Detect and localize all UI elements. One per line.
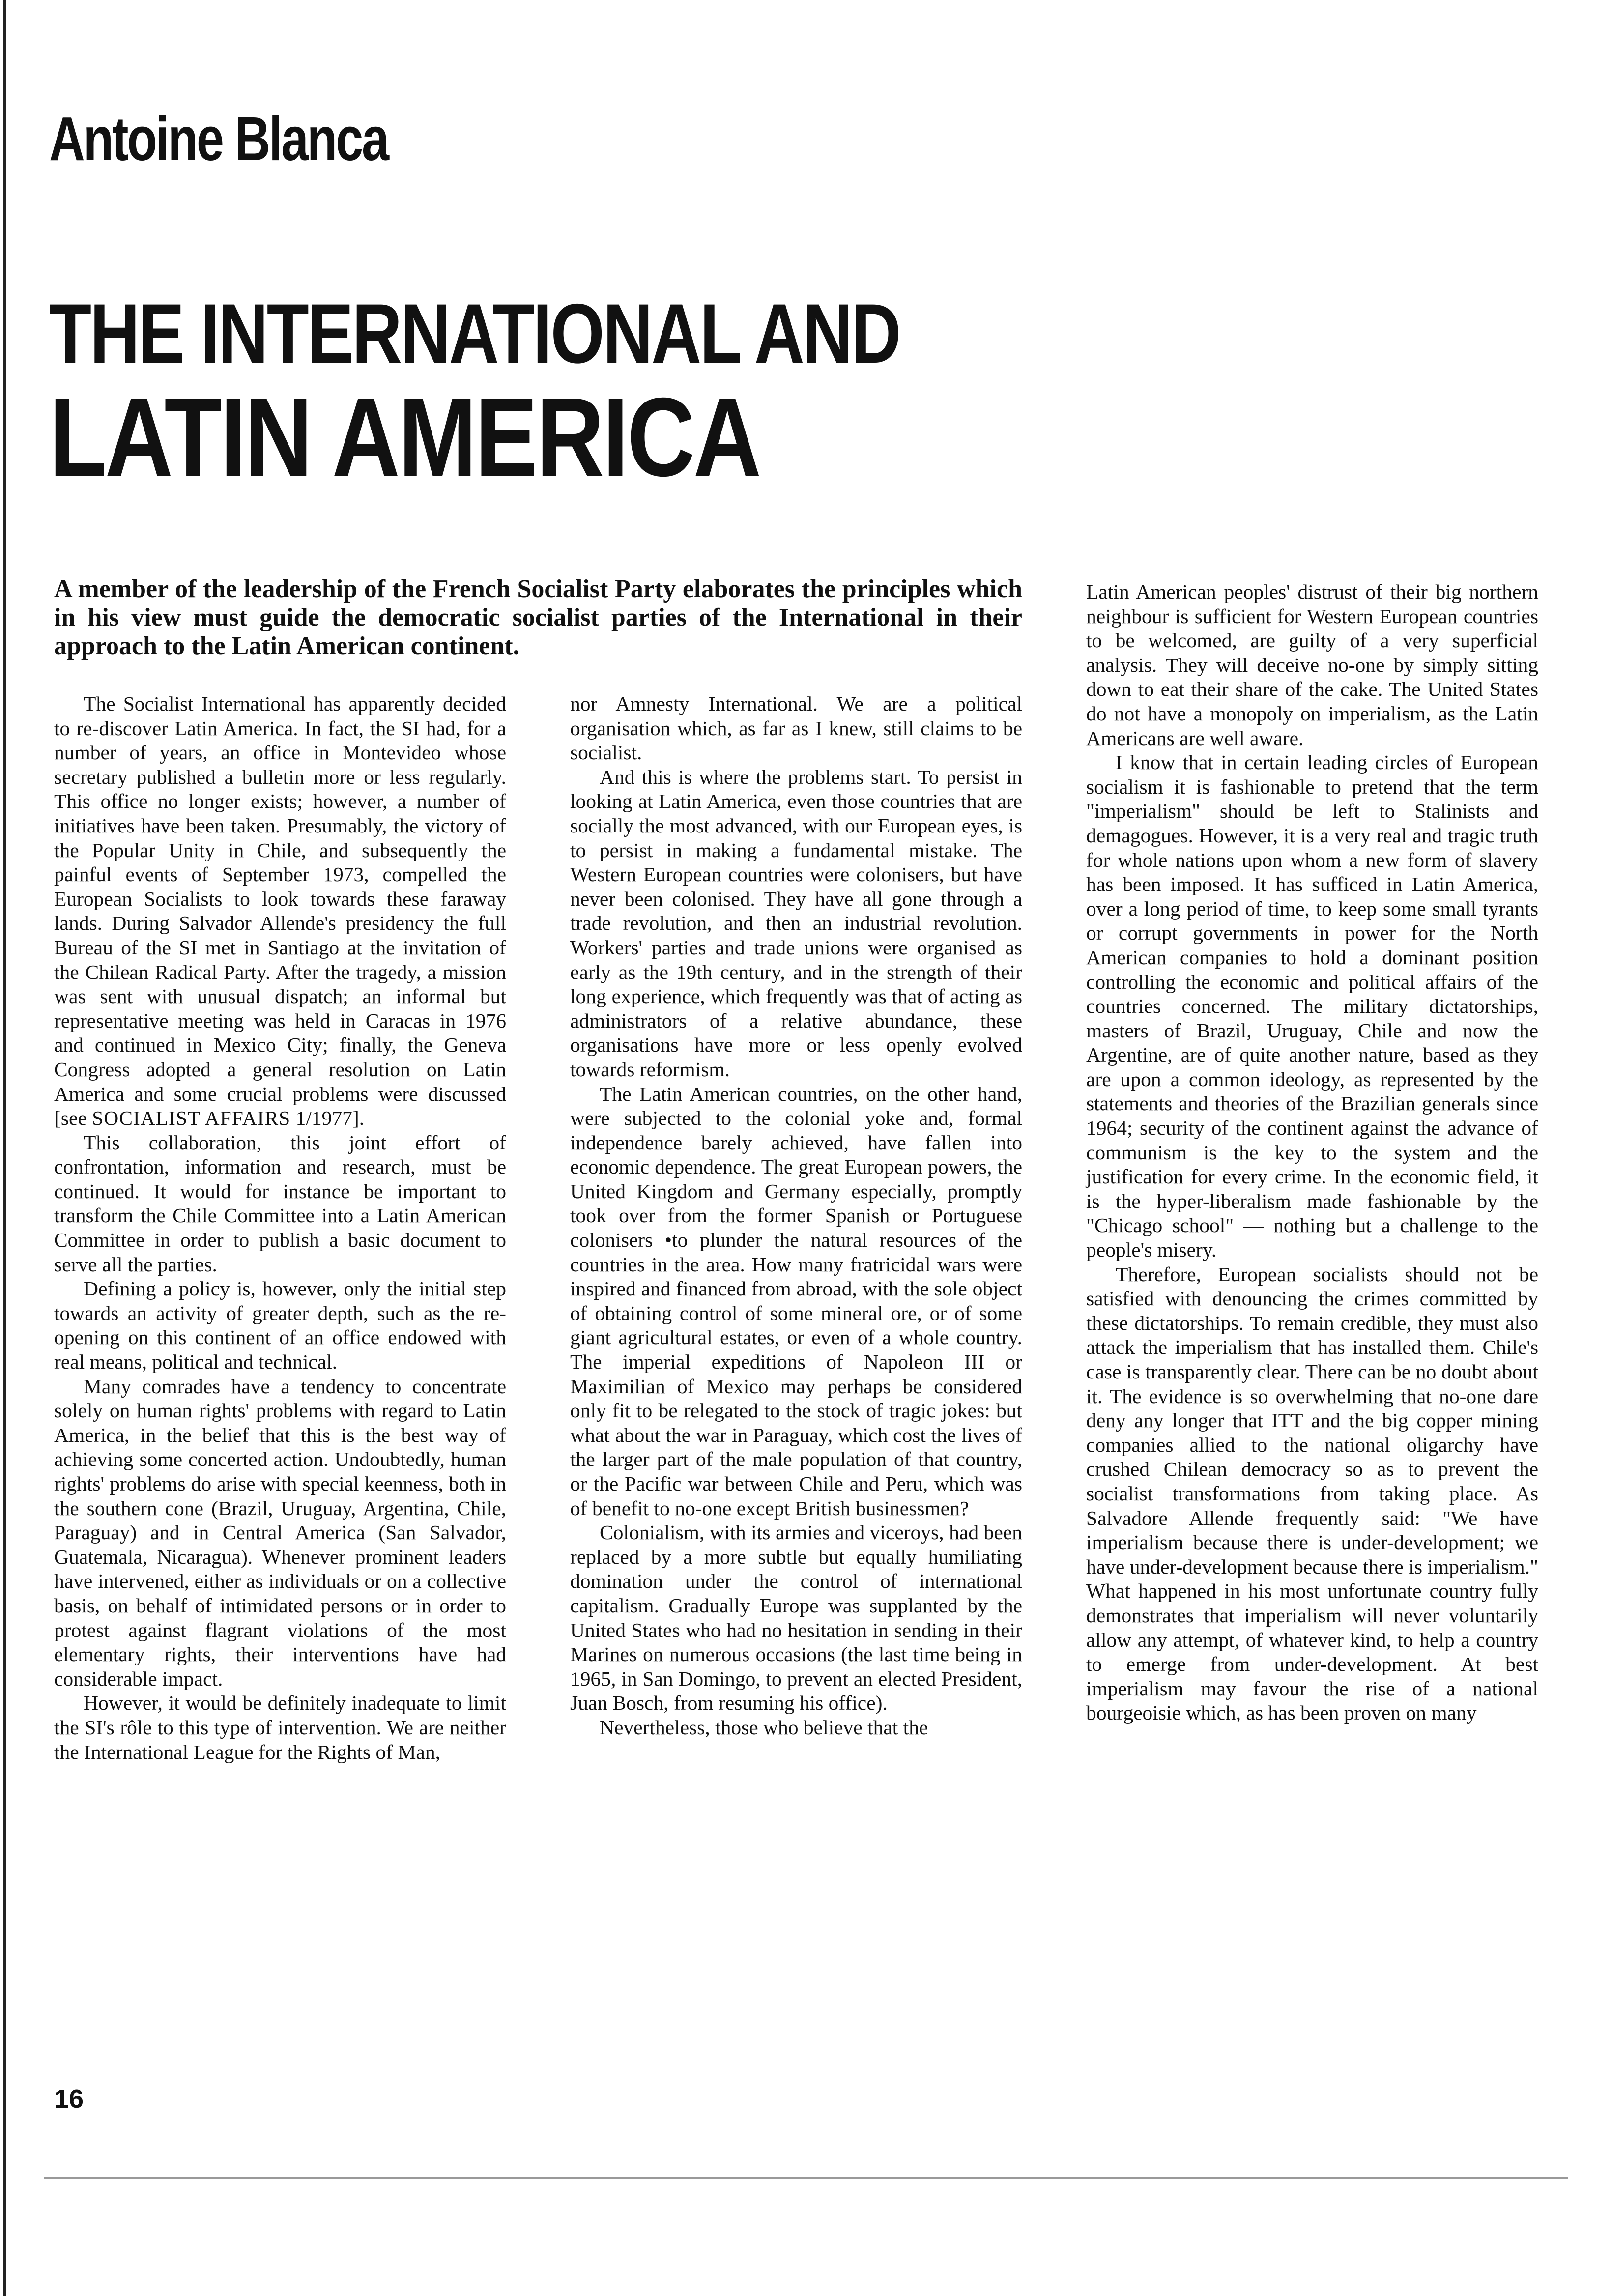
journal-reference: SOCIALIST AFFAIRS [92, 1107, 291, 1130]
paragraph-text: 1/1977]. [295, 1107, 365, 1130]
paragraph: Latin American peoples' distrust of their big northern neighbour is sufficient for Western European countries to be welcomed, are guilty of a very superficial analysis. They will deceive no-one by simply sitting down to eat their share of the cake. The United States do not have a monopoly on imperialism, as the Latin Americans are well aware. [1086, 580, 1538, 749]
page-number: 16 [54, 2084, 84, 2114]
column-3 [1086, 580, 1538, 1725]
page-edge [3, 0, 6, 2296]
paragraph: Nevertheless, those who believe that the [600, 1716, 928, 1739]
paragraph: Therefore, European socialists should not be satisfied with denouncing the crimes committed by these dictatorships. To remain credible, they must also attack the imperialism that has installed them. Chile's case is transparently clear. There can be no doubt about it. The evidence is so overwhelming that no-one dare deny any longer that ITT and the big copper mining companies allied to the national oligarchy have crushed Chilean democracy so as to prevent the socialist transformations from taking place. As Salvadore Allende frequently said: "We have imperialism because there is under-development; we have under-development because there is imperialism." What happened in his most unfortunate country fully demonstrates that imperialism will never voluntarily allow any attempt, of whatever kind, to help a country to emerge from under-development. At best imperialism may favour the rise of a national bourgeoisie which, as has been proven on many [1086, 1263, 1538, 1724]
column-1 [54, 692, 506, 1764]
paragraph [54, 692, 506, 1131]
article-title-line-1: THE INTERNATIONAL AND [49, 287, 900, 381]
article-title-line-2: LATIN AMERICA [49, 375, 760, 500]
paragraph-text: The Socialist International has apparently decided to re-discover Latin America. In fact, the SI had, for a number of years, an office in Montevideo whose secretary published a bulletin more or less regularly. This office no longer exists; however, a number of initiatives have been taken. Presumably, the victory of the Popular Unity in Chile, and subsequently the painful events of September 1973, compelled the European Socialists to look towards these faraway lands. During Salvador Allende's presidency the full Bureau of the SI met in Santiago at the invitation of the Chilean Radical Party. After the tragedy, a mission was sent with unusual dispatch; an informal but representative meeting was held in Caracas in 1976 and continued in Mexico City; finally, the Geneva Congress adopted a general resolution on Latin America and some crucial problems were discussed [see [54, 692, 506, 1130]
paragraph: The Latin American countries, on the other hand, were subjected to the colonial yoke and, formal independence barely achieved, have fallen into economic dependence. The great European powers, the United Kingdom and Germany especially, promptly took over from the former Spanish or Portuguese colonisers •to plunder the natural resources of the countries in the area. How many fratricidal wars were inspired and financed from abroad, with the sole object of obtaining control of some mineral ore, or of some giant agricultural estates, or even of a whole country. The imperial expeditions of Napoleon III or Maximilian of Mexico may perhaps be considered only fit to be relegated to the stock of tragic jokes: but what about the war in Paraguay, which cost the lives of the larger part of the male population of that country, or the Pacific war between Chile and Peru, which was of benefit to no-one except British businessmen? [570, 1082, 1022, 1520]
paragraph: This collaboration, this joint effort of confrontation, information and research, must be continued. It would for instance be important to transform the Chile Committee into a Latin American Committee in order to publish a basic document to serve all the parties. [54, 1131, 506, 1276]
paragraph: However, it would be definitely inadequate to limit the SI's rôle to this type of intervention. We are neither the International League for the Rights of Man, [54, 1692, 506, 1763]
paragraph: Many comrades have a tendency to concentrate solely on human rights' problems with regard to Latin America, in the belief that this is the best way of achieving some concerted action. Undoubtedly, human rights' problems do arise with special keenness, both in the southern cone (Brazil, Uruguay, Argentina, Chile, Paraguay) and in Central America (San Salvador, Guatemala, Nicaragua). Whenever prominent leaders have intervened, either as individuals or on a collective basis, on behalf of intimidated persons or in order to protest against flagrant violations of the most elementary rights, their interventions have had considerable impact. [54, 1375, 506, 1690]
author-name: Antoine Blanca [49, 104, 388, 173]
footer-rule [44, 2177, 1568, 2179]
paragraph: And this is where the problems start. To persist in looking at Latin America, even those countries that are socially the most advanced, with our European eyes, is to persist in making a fundamental mistake. The Western European countries were colonisers, but have never been colonised. They have all gone through a trade revolution, and then an industrial revolution. Workers' parties and trade unions were organised as early as the 19th century, and in the strength of their long experience, which frequently was that of acting as administrators of a relative abundance, these organisations have more or less openly evolved towards reformism. [570, 765, 1022, 1081]
column-2 [570, 692, 1022, 1740]
standfirst: A member of the leadership of the French Socialist Party elaborates the principles which in his view must guide the democratic socialist parties of the International in their approach to the Latin American continent. [54, 575, 1022, 660]
paragraph: Defining a policy is, however, only the initial step towards an activity of greater depth, such as the re-opening on this continent of an office endowed with real means, political and technical. [54, 1277, 506, 1374]
paragraph: Colonialism, with its armies and viceroys, had been replaced by a more subtle but equally humiliating domination under the control of international capitalism. Gradually Europe was supplanted by the United States who had no hesitation in sending in their Marines on numerous occasions (the last time being in 1965, in San Domingo, to prevent an elected President, Juan Bosch, from resuming his office). [570, 1521, 1022, 1715]
paragraph: nor Amnesty International. We are a political organisation which, as far as I knew, still claims to be socialist. [570, 692, 1022, 764]
paragraph: I know that in certain leading circles of European socialism it is fashionable to pretend that the term "imperialism" should be left to Stalinists and demagogues. However, it is a very real and tragic truth for whole nations upon whom a new form of slavery has been imposed. It has sufficed in Latin America, over a long period of time, to keep some small tyrants or corrupt governments in power for the North American companies to hold a dominant position controlling the economic and political affairs of the countries concerned. The military dictatorships, masters of Brazil, Uruguay, Chile and now the Argentine, are of quite another nature, based as they are upon a common ideology, as represented by the statements and theories of the Brazilian generals since 1964; security of the continent against the advance of communism is the key to the system and the justification for every crime. In the economic field, it is the hyper-liberalism made fashionable by the "Chicago school" — nothing but a challenge to the people's misery. [1086, 751, 1538, 1262]
